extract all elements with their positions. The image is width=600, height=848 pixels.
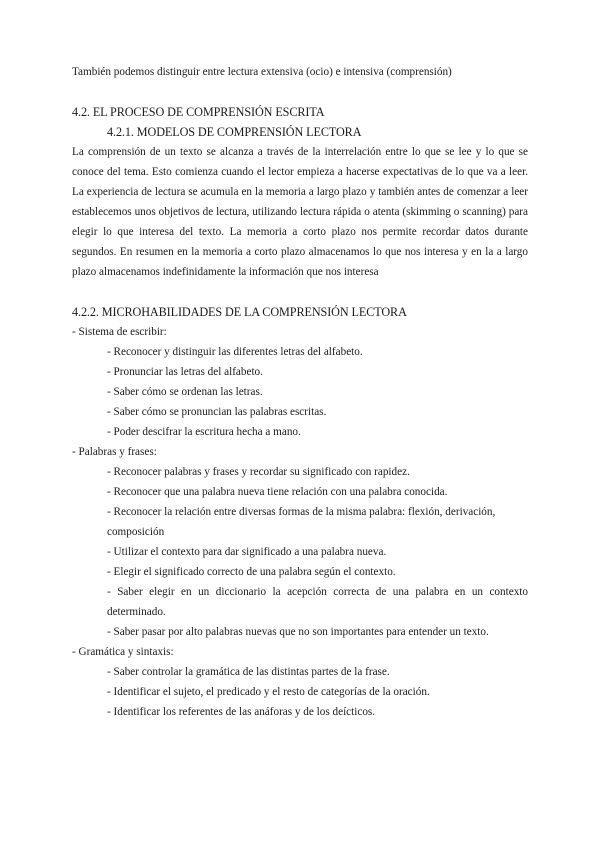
- subsection-title-models: 4.2.1. MODELOS DE COMPRENSIÓN LECTORA: [107, 125, 362, 139]
- intro-text: También podemos distinguir entre lectura extensiva (ocio) e intensiva (comprensión): [72, 66, 452, 78]
- body-paragraph: La comprensión de un texto se alcanza a través de la interrelación entre lo que se lee y lo que se conoce del tema. Esto comienza cuando el lector empieza a hacerse expectativas de lo que va a leer. La experiencia de lectura se acumula en la memoria a largo plazo y también antes de comenzar a leer establecemos unos objetivos de lectura, utilizando lectura rápida o atenta (skimming o scanning) para elegir lo que interesa del texto. La memoria a corto plazo nos permite recordar datos durante segundos. En resumen en la memoria a corto plazo almacenamos lo que nos interesa y en la a largo plazo almacenamos indefinidamente la información que nos interesa: [72, 146, 528, 278]
- list-item: - Saber pasar por alto palabras nuevas que no son importantes para entender un texto.: [107, 626, 489, 638]
- list-item: - Poder descifrar la escritura hecha a mano.: [107, 426, 301, 438]
- group-label-words-phrases: - Palabras y frases:: [72, 446, 157, 458]
- list-item: - Reconocer y distinguir las diferentes letras del alfabeto.: [107, 346, 363, 358]
- list-item: - Utilizar el contexto para dar significado a una palabra nueva.: [107, 546, 387, 558]
- spacer: [72, 82, 528, 102]
- list-item: - Pronunciar las letras del alfabeto.: [107, 366, 263, 378]
- list-item: - Elegir el significado correcto de una palabra según el contexto.: [107, 566, 396, 578]
- list-item: - Saber elegir en un diccionario la acepción correcta de una palabra en un contexto determinado.: [107, 586, 528, 618]
- subsection-title-microskills: 4.2.2. MICROHABILIDADES DE LA COMPRENSIÓN LECTORA: [72, 305, 407, 319]
- list-item: - Saber controlar la gramática de las distintas partes de la frase.: [107, 666, 390, 678]
- spacer: [72, 282, 528, 302]
- list-item: - Reconocer que una palabra nueva tiene relación con una palabra conocida.: [107, 486, 448, 498]
- section-title: 4.2. EL PROCESO DE COMPRENSIÓN ESCRITA: [72, 105, 325, 119]
- group-label-grammar-syntax: - Gramática y sintaxis:: [72, 646, 174, 658]
- list-item: - Identificar el sujeto, el predicado y el resto de categorías de la oración.: [107, 686, 430, 698]
- group-label-writing-system: - Sistema de escribir:: [72, 326, 167, 338]
- list-item: - Saber cómo se pronuncian las palabras escritas.: [107, 406, 327, 418]
- document-page: [72, 62, 528, 722]
- list-item: - Identificar los referentes de las anáforas y de los deícticos.: [107, 706, 376, 718]
- list-item: - Reconocer la relación entre diversas formas de la misma palabra: flexión, derivación, composición: [107, 506, 496, 538]
- list-item: - Saber cómo se ordenan las letras.: [107, 386, 263, 398]
- list-item: - Reconocer palabras y frases y recordar su significado con rapidez.: [107, 466, 410, 478]
